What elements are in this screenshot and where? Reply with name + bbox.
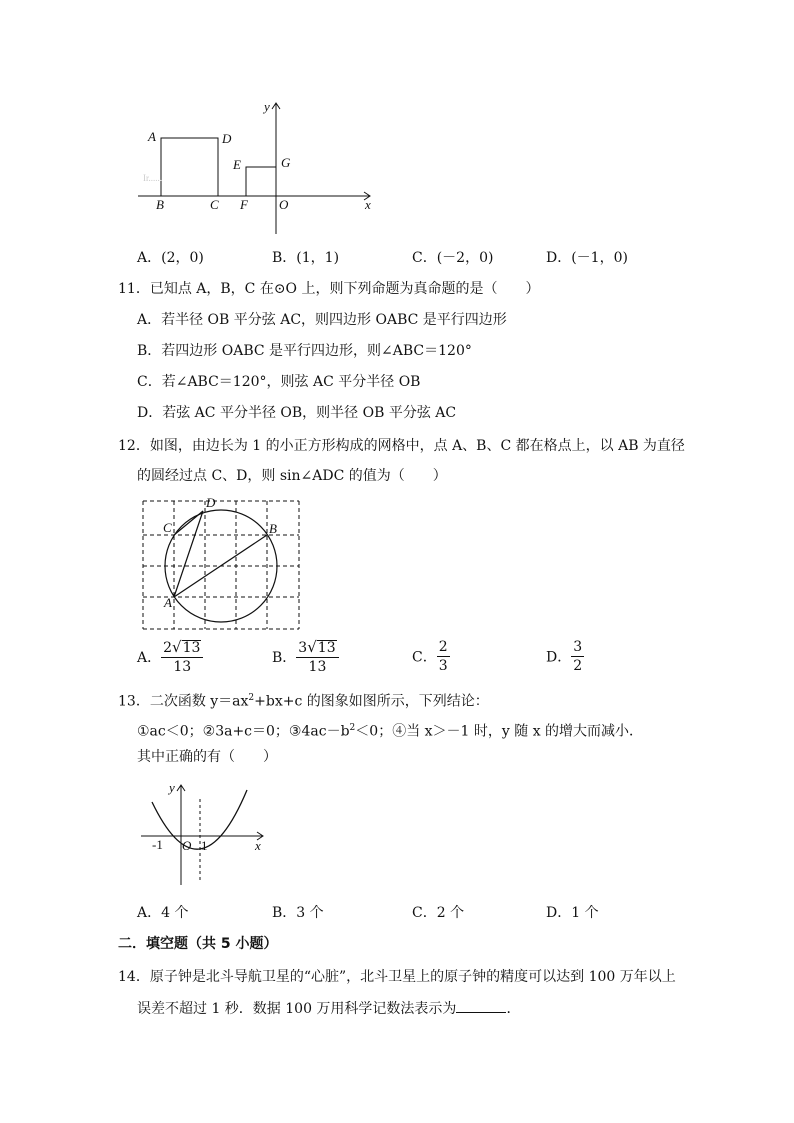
q13-option-a: A．4 个 bbox=[137, 905, 189, 921]
label-y: y bbox=[169, 780, 175, 795]
label-A: A bbox=[148, 129, 156, 144]
q12-option-c: C． $\frac{2}{3}$ bbox=[412, 639, 448, 674]
label-F: F bbox=[240, 197, 248, 212]
option-letter: A． bbox=[137, 650, 162, 666]
label-O: O bbox=[182, 838, 192, 853]
label-x: x bbox=[255, 838, 261, 853]
q11-option-b: B．若四边形 OABC 是平行四边形，则∠ABC＝120° bbox=[137, 343, 472, 359]
q11-option-c: C．若∠ABC＝120°，则弦 AC 平分半径 OB bbox=[137, 374, 421, 390]
q14-line1: 14．原子钟是北斗导航卫星的“心脏”，北斗卫星上的原子钟的精度可以达到 100 万年以上 bbox=[118, 969, 676, 985]
label-G: G bbox=[281, 155, 291, 170]
option-letter: B． bbox=[272, 650, 297, 666]
segment-ad bbox=[174, 511, 203, 597]
q10-option-c: C．(－2，0) bbox=[412, 250, 494, 266]
q12-stem-line2: 的圆经过点 C、D，则 sin∠ADC 的值为（ ） bbox=[137, 468, 447, 484]
label-O: O bbox=[279, 197, 289, 212]
label-B: B bbox=[269, 521, 277, 536]
q14-line2: 误差不超过 1 秒．数据 100 万用科学记数法表示为 ． bbox=[137, 998, 520, 1019]
q12-stem-line1: 12．如图，由边长为 1 的小正方形构成的网格中，点 A、B、C 都在格点上，以 AB 为直径 bbox=[118, 438, 685, 454]
q13-conditions: ①ac＜0；②3a+c＝0；$③4ac-b^2<0$；④当 x＞－1 时，y 随 x 的增大而减小． bbox=[137, 723, 644, 740]
q13-option-b: B．3 个 bbox=[272, 905, 324, 921]
q13-option-d: D．1 个 bbox=[546, 905, 599, 921]
section-title: 二．填空题（共 5 小题） bbox=[118, 936, 278, 952]
q13-stem: 13．二次函数 $y=ax^2+bx+c$ 的图象如图所示，下列结论： bbox=[118, 693, 489, 710]
label-C: C bbox=[163, 520, 172, 535]
label-D: D bbox=[222, 131, 232, 146]
q12-option-d: D． $\frac{3}{2}$ bbox=[546, 639, 583, 674]
q12-option-b: B． $\frac{3√13}{13}$ bbox=[272, 638, 339, 676]
option-letter: C． bbox=[412, 649, 437, 666]
label-B: B bbox=[156, 197, 164, 212]
q10-option-d: D．(－1，0) bbox=[546, 250, 628, 266]
answer-blank[interactable] bbox=[456, 998, 506, 1013]
label-C: C bbox=[210, 197, 219, 212]
q13-option-c: C．2 个 bbox=[412, 905, 465, 921]
q11-stem: 11．已知点 A，B，C 在⊙O 上，则下列命题为真命题的是（ ） bbox=[118, 281, 540, 297]
square-abcd bbox=[161, 138, 218, 196]
q13-figure bbox=[135, 775, 275, 890]
label-x: x bbox=[365, 197, 371, 212]
watermark: Ir...... bbox=[143, 173, 162, 183]
q12-option-a: A． $\frac{2√13}{13}$ bbox=[137, 638, 203, 676]
label-E: E bbox=[233, 157, 241, 172]
label-one: 1 bbox=[201, 838, 208, 853]
square-efog bbox=[246, 167, 276, 196]
option-letter: D． bbox=[546, 649, 572, 666]
label-D: D bbox=[206, 495, 216, 510]
label-neg1: -1 bbox=[152, 837, 163, 852]
label-y: y bbox=[264, 99, 270, 114]
q12-figure bbox=[135, 495, 310, 635]
q11-option-a: A．若半径 OB 平分弦 AC，则四边形 OABC 是平行四边形 bbox=[137, 312, 507, 328]
q13-ask: 其中正确的有（ ） bbox=[137, 749, 277, 765]
q10-figure bbox=[130, 95, 390, 240]
q10-option-a: A．(2，0) bbox=[137, 250, 204, 266]
label-A: A bbox=[164, 595, 172, 610]
q11-option-d: D．若弦 AC 平分半径 OB，则半径 OB 平分弦 AC bbox=[137, 405, 457, 421]
q10-option-b: B．(1，1) bbox=[272, 250, 340, 266]
